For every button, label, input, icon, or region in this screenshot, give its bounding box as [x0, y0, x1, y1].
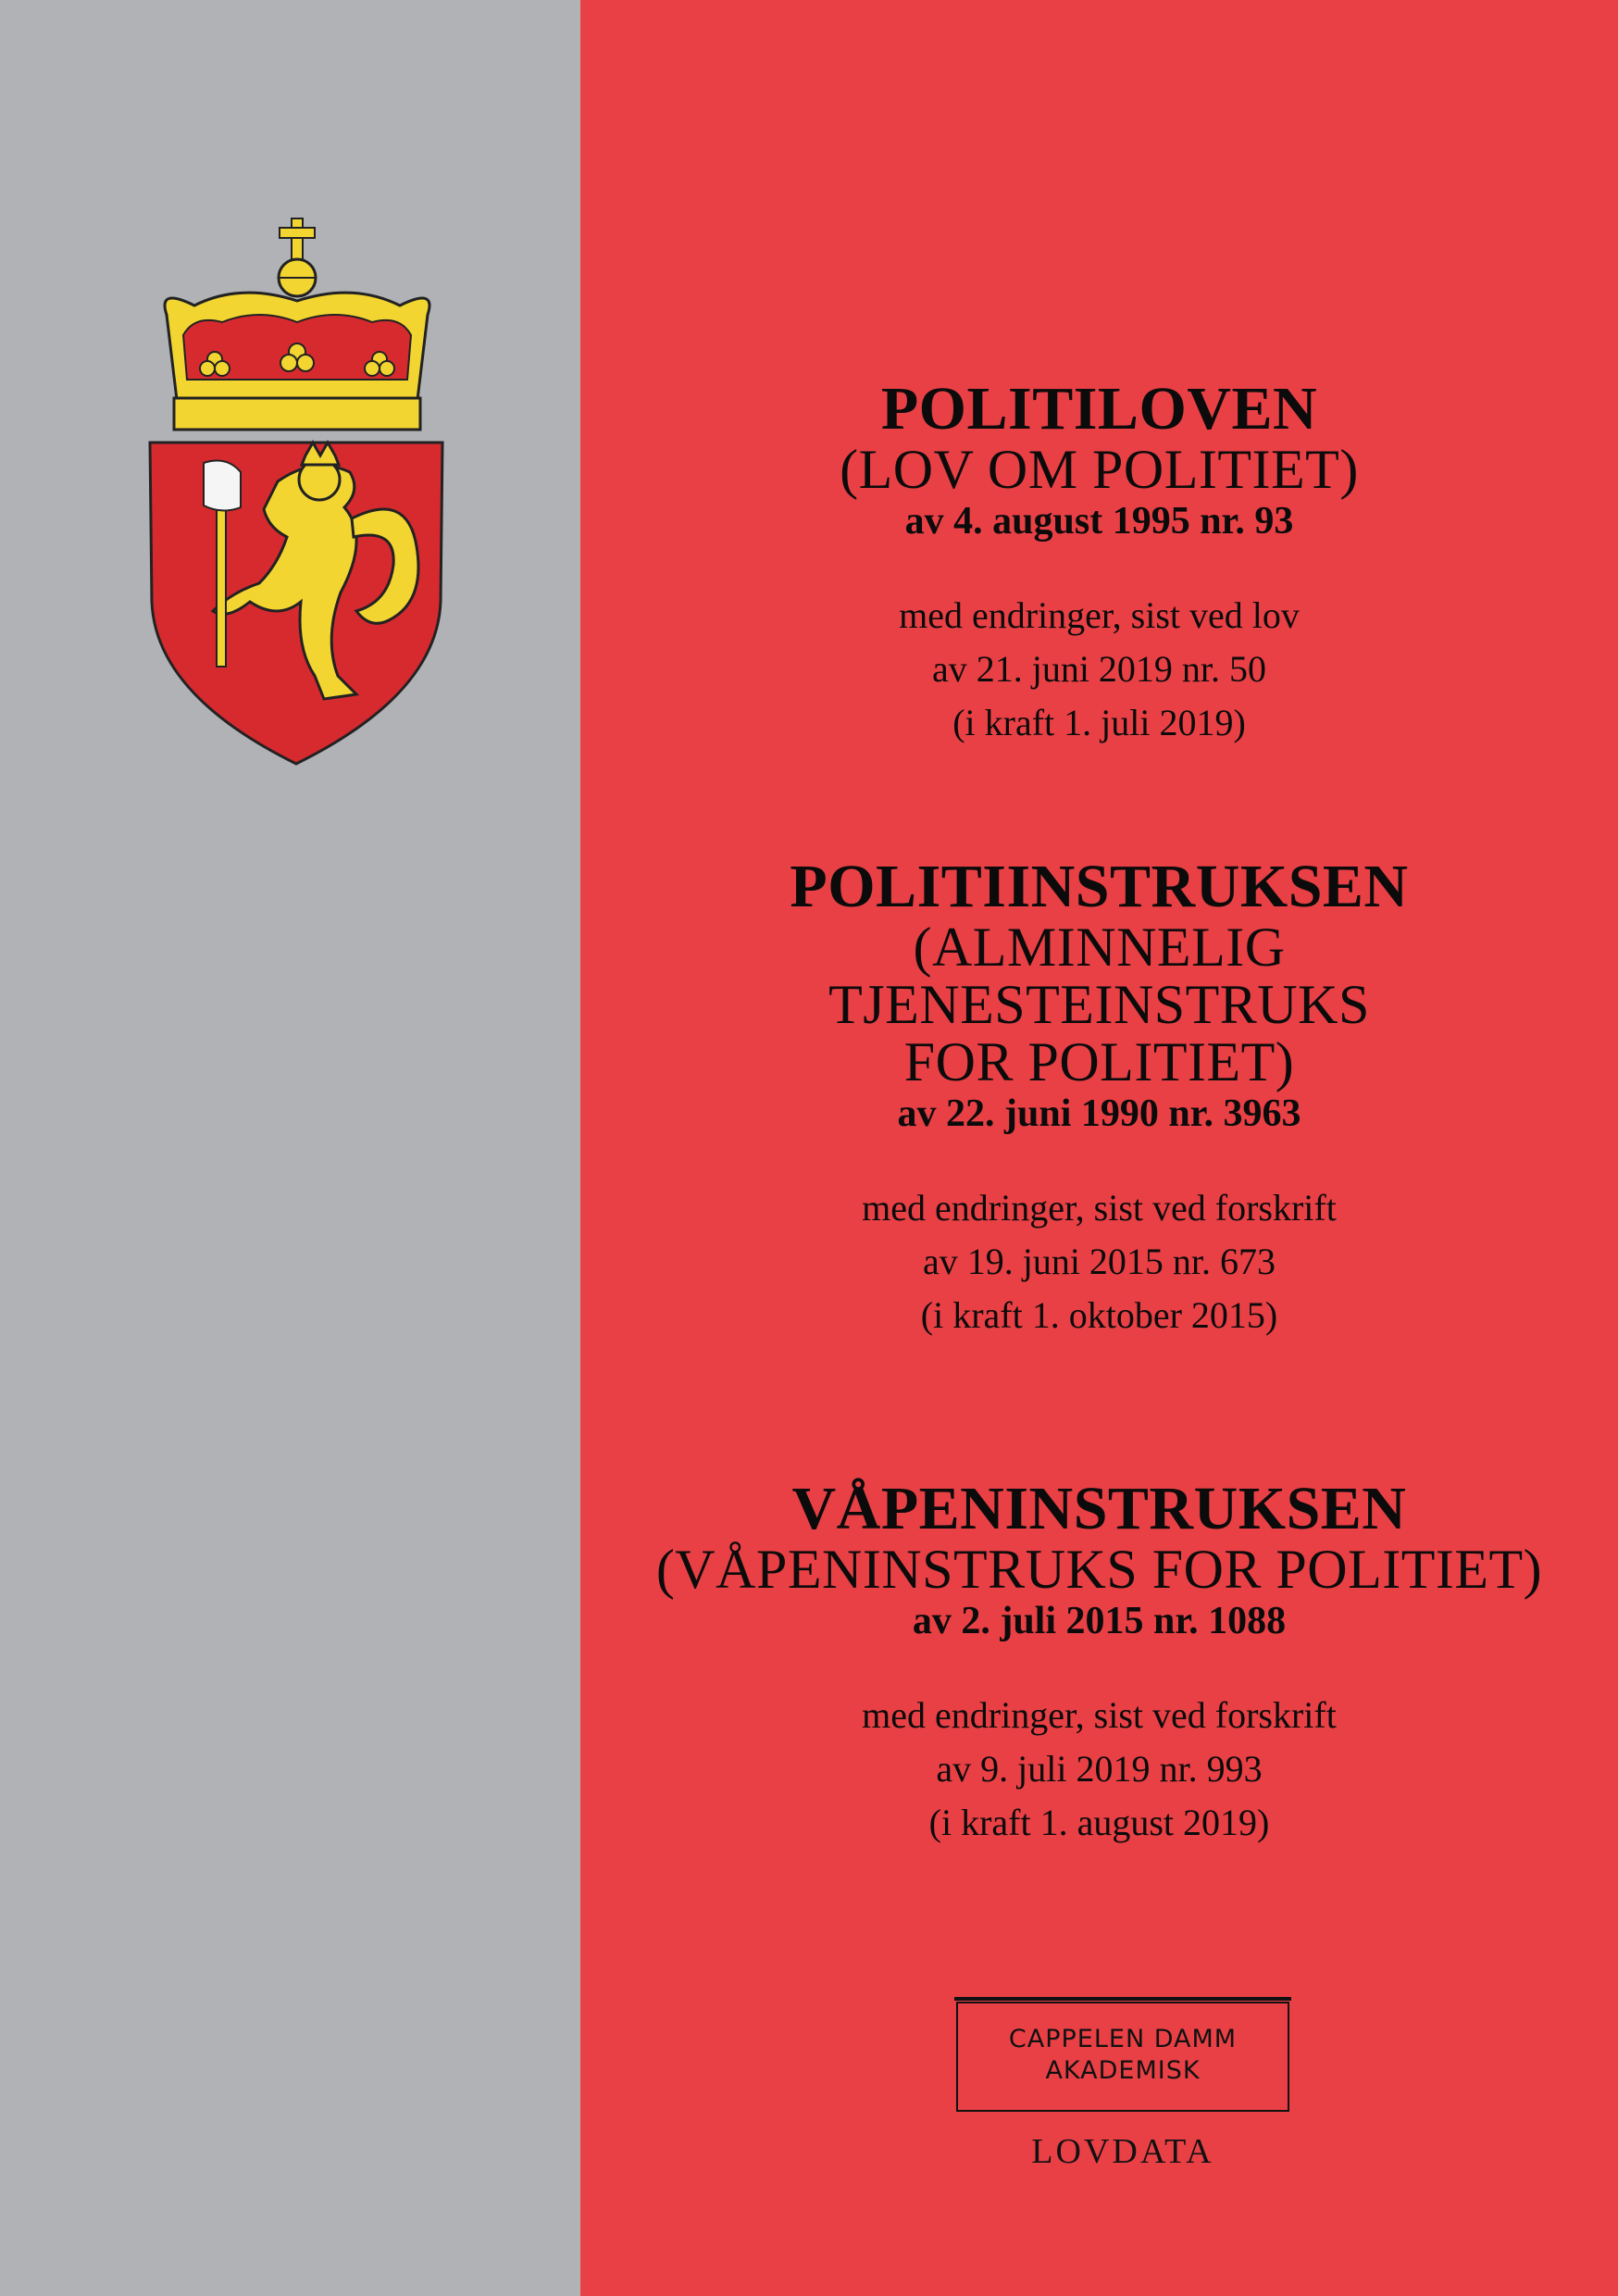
section-title: VÅPENINSTRUKSEN [791, 1475, 1407, 1542]
section-subtitle: (ALMINNELIG [913, 917, 1286, 978]
publisher-logo [956, 2002, 1289, 2112]
publisher-logo-rule [954, 1997, 1291, 2001]
section-title: POLITILOVEN [880, 375, 1318, 443]
amendment-line: (i kraft 1. juli 2019) [952, 702, 1246, 743]
section-politiloven [580, 375, 1618, 750]
section-date: av 22. juni 1990 nr. 3963 [897, 1092, 1301, 1135]
section-date: av 4. august 1995 nr. 93 [904, 500, 1294, 543]
amendment-line: med endringer, sist ved forskrift [862, 1187, 1337, 1229]
section-date: av 2. juli 2015 nr. 1088 [912, 1600, 1287, 1642]
section-amendment [580, 589, 1618, 750]
section-subtitle: (LOV OM POLITIET) [840, 439, 1359, 500]
right-red-panel [580, 0, 1618, 2296]
publisher-name-line2: AKADEMISK [1045, 2056, 1201, 2085]
section-politiinstruksen [580, 855, 1618, 1342]
section-subtitle: TJENESTEINSTRUKS [828, 974, 1370, 1035]
section-subtitle: FOR POLITIET) [903, 1031, 1295, 1092]
series-name: LOVDATA [1031, 2132, 1214, 2171]
amendment-line: av 9. juli 2019 nr. 993 [936, 1748, 1263, 1790]
norwegian-coat-of-arms-icon [139, 213, 454, 768]
section-subtitle: (VÅPENINSTRUKS FOR POLITIET) [655, 1539, 1543, 1600]
amendment-line: med endringer, sist ved lov [899, 594, 1300, 636]
amendment-line: med endringer, sist ved forskrift [862, 1694, 1337, 1736]
amendment-line: (i kraft 1. august 2019) [928, 1802, 1270, 1843]
amendment-line: av 19. juni 2015 nr. 673 [922, 1241, 1276, 1282]
section-amendment [580, 1181, 1618, 1342]
amendment-line: (i kraft 1. oktober 2015) [920, 1294, 1278, 1336]
section-amendment [580, 1689, 1618, 1850]
left-gray-panel [0, 0, 580, 2296]
amendment-line: av 21. juni 2019 nr. 50 [931, 648, 1267, 690]
section-title: POLITIINSTRUKSEN [790, 853, 1409, 920]
section-vapeninstruksen [580, 1475, 1618, 1850]
publisher-name-line1: CAPPELEN DAMM [1008, 2025, 1238, 2053]
